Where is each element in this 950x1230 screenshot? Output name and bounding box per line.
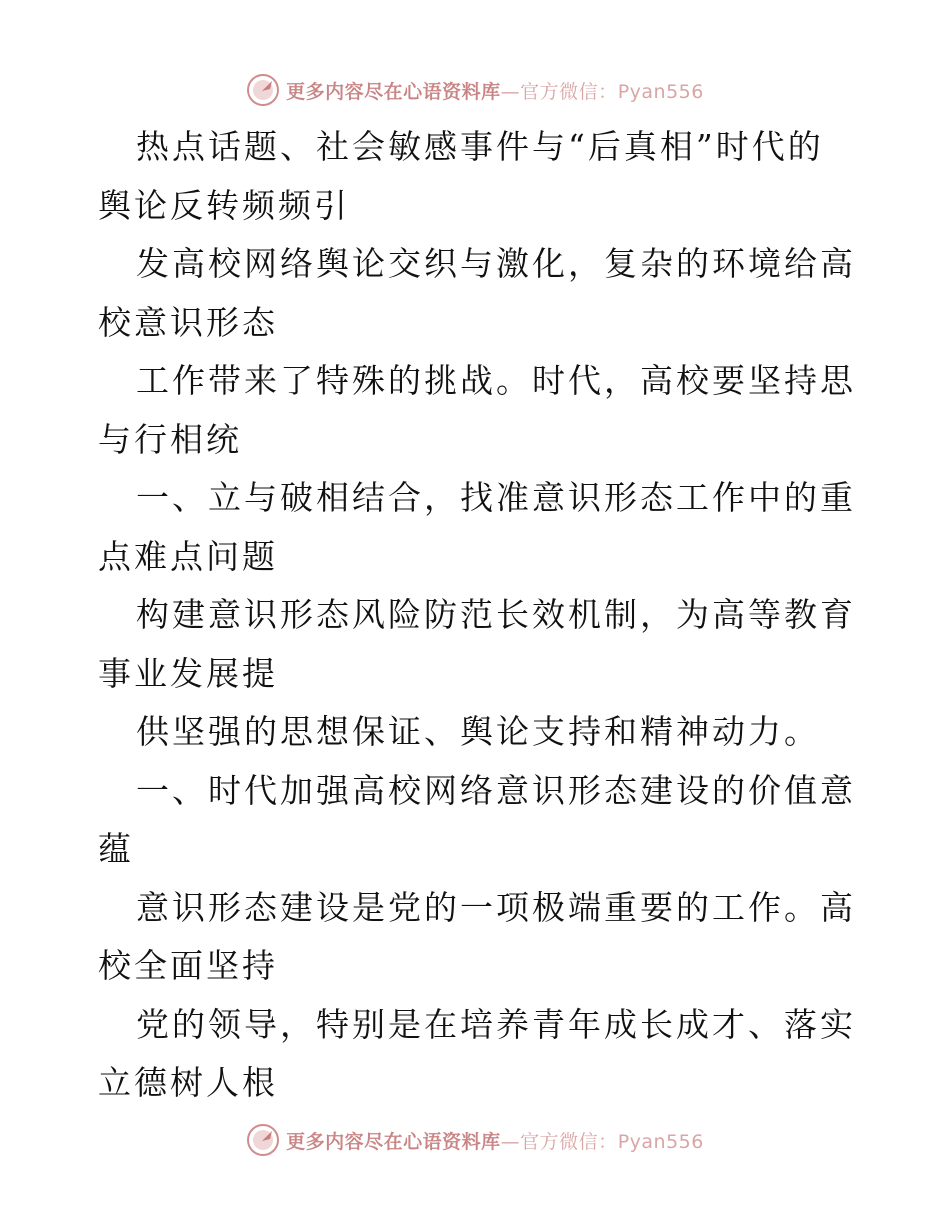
- paragraph-3: 工作带来了特殊的挑战。时代，高校要坚持思与行相统: [98, 361, 856, 459]
- banner-wechat-id: Pyan556: [617, 80, 704, 103]
- banner-main-text: 更多内容尽在心语资料库: [286, 1130, 501, 1153]
- header-watermark: [0, 72, 950, 108]
- footer-watermark: [0, 1122, 950, 1158]
- paragraph-2: 发高校网络舆论交织与激化，复杂的环境给高校意识形态: [98, 244, 856, 342]
- paragraph-8: 意识形态建设是党的一项极端重要的工作。高校全面坚持: [98, 887, 856, 985]
- document-body: [98, 118, 858, 1113]
- paragraph-7: 一、时代加强高校网络意识形态建设的价值意蕴: [98, 770, 856, 868]
- paragraph-4: 一、立与破相结合，找准意识形态工作中的重点难点问题: [98, 478, 856, 576]
- banner-wechat-id: Pyan556: [617, 1130, 704, 1153]
- paragraph-6: 供坚强的思想保证、舆论支持和精神动力。: [136, 712, 820, 751]
- paragraph-9: 党的领导，特别是在培养青年成长成才、落实立德树人根: [98, 1004, 856, 1102]
- quill-logo-icon: [246, 73, 280, 107]
- banner-main-text: 更多内容尽在心语资料库: [286, 80, 501, 103]
- banner-wechat-label: 官方微信：: [520, 80, 618, 103]
- banner-dash: —: [500, 1130, 521, 1153]
- banner-wechat-label: 官方微信：: [520, 1130, 618, 1153]
- banner-dash: —: [500, 80, 521, 103]
- quill-logo-icon: [246, 1123, 280, 1157]
- paragraph-1: 热点话题、社会敏感事件与“后真相”时代的舆论反转频频引: [98, 127, 824, 225]
- paragraph-5: 构建意识形态风险防范长效机制，为高等教育事业发展提: [98, 595, 856, 693]
